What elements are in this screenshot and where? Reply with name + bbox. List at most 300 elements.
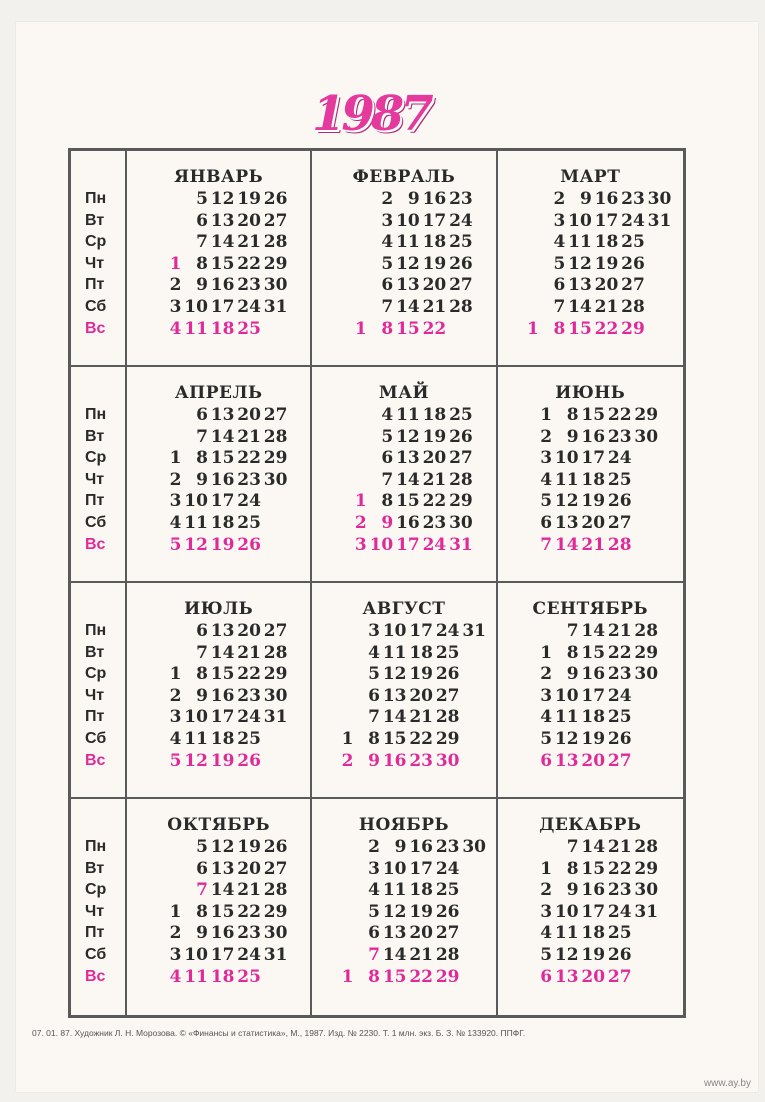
calendar-day: 5 [381,253,394,274]
calendar-day: 11 [382,642,407,663]
calendar-day: 13 [568,275,592,296]
month-name: ИЮНЬ [555,383,626,403]
weekday-label: Чт [85,902,105,920]
calendar-day: 11 [568,232,592,253]
calendar-day: 14 [210,880,235,901]
calendar-day: 19 [581,729,606,749]
year-title: 1987 [312,86,430,142]
calendar-day: 15 [581,405,606,425]
month-block [127,151,312,367]
calendar-day: 5 [169,750,182,771]
calendar-day: 14 [396,297,420,317]
weekday-label: Чт [85,254,105,272]
calendar-day: 12 [396,426,420,447]
weekday-label: Пт [85,492,105,510]
weekday-label: Пн [85,838,107,855]
calendar-day: 4 [169,729,182,749]
calendar-day: 15 [382,729,407,749]
calendar-day: 25 [237,513,261,533]
calendar-day: 4 [381,232,394,253]
calendar-day: 20 [581,966,606,987]
calendar-day: 12 [184,534,208,555]
month-block [498,151,683,367]
calendar-day: 15 [210,664,235,685]
calendar-day: 10 [369,534,394,555]
calendar-day: 9 [368,750,380,771]
calendar-day: 27 [607,966,632,987]
calendar-day: 22 [422,318,447,339]
calendar-day: 31 [462,621,486,641]
calendar-day: 8 [566,858,579,879]
calendar-day: 23 [237,685,261,706]
calendar-day: 7 [368,945,380,965]
calendar-day: 1 [354,491,367,512]
calendar-day: 22 [237,901,261,922]
calendar-day: 30 [263,923,288,944]
calendar-day: 7 [540,534,553,555]
calendar-day: 24 [422,534,447,555]
calendar-day: 17 [396,534,420,555]
calendar-day: 3 [553,210,566,231]
calendar-day: 4 [169,513,182,533]
calendar-day: 8 [381,318,394,339]
calendar-day: 7 [196,642,208,663]
month-name: НОЯБРЬ [358,815,450,835]
calendar-day: 12 [382,664,407,685]
weekday-label: Вс [85,751,106,769]
calendar-day: 16 [382,750,407,771]
month-name: ЯНВАРЬ [174,167,264,187]
calendar-day: 26 [449,253,473,274]
calendar-day: 16 [210,275,235,296]
calendar-day: 7 [196,232,208,253]
month-name: ДЕКАБРЬ [539,815,642,835]
calendar-day: 29 [634,858,659,879]
calendar-day: 9 [196,685,208,706]
weekday-label: Пн [85,406,107,423]
calendar-day: 17 [409,858,433,879]
calendar-day: 23 [237,469,261,490]
calendar-day: 6 [540,750,553,771]
calendar-day: 13 [396,448,420,469]
calendar-day: 30 [263,275,288,296]
calendar-day: 11 [396,232,420,253]
calendar-day: 27 [607,750,632,771]
calendar-day: 30 [449,513,473,533]
calendar-day: 10 [554,685,579,706]
calendar-day: 9 [407,189,420,209]
calendar-day: 8 [368,966,380,987]
calendar-day: 20 [581,750,606,771]
month-block [312,367,497,583]
calendar-day: 11 [184,318,208,339]
calendar-day: 12 [184,750,208,771]
calendar-day: 1 [526,318,539,339]
calendar-day: 16 [210,685,235,706]
calendar-day: 5 [540,945,553,965]
calendar-day: 22 [409,729,433,749]
calendar-day: 9 [566,880,579,901]
calendar-day: 16 [581,880,606,901]
calendar-day: 10 [184,945,208,965]
calendar-day: 29 [435,729,460,749]
calendar-day: 7 [566,621,579,641]
calendar-day: 10 [382,858,407,879]
calendar-day: 28 [634,621,659,641]
calendar-day: 2 [553,189,566,209]
calendar-day: 1 [169,253,182,274]
calendar-day: 20 [237,210,261,231]
calendar-day: 18 [210,729,235,749]
calendar-day: 2 [169,275,182,296]
calendar-day: 21 [237,642,261,663]
calendar-day: 3 [540,901,553,922]
calendar-day: 8 [566,405,579,425]
calendar-day: 5 [196,189,208,209]
calendar-day: 3 [368,621,380,641]
calendar-day: 3 [368,858,380,879]
calendar-day: 7 [368,707,380,728]
calendar-day: 6 [196,210,208,231]
calendar-day: 12 [396,253,420,274]
calendar-day: 24 [237,491,261,512]
calendar-day: 28 [607,534,632,555]
calendar-day: 26 [607,491,632,512]
calendar-day: 9 [381,513,394,533]
calendar-day: 27 [263,858,288,879]
calendar-day: 16 [594,189,619,209]
calendar-day: 3 [169,491,182,512]
calendar-day: 17 [581,685,606,706]
calendar-day: 29 [621,318,645,339]
calendar-day: 14 [396,469,420,490]
calendar-day: 25 [237,729,261,749]
calendar-day: 18 [594,232,619,253]
calendar-day: 10 [568,210,592,231]
calendar-day: 14 [210,642,235,663]
calendar-day: 1 [169,901,182,922]
month-block [498,799,683,1015]
calendar-day: 9 [394,837,407,857]
calendar-day: 1 [354,318,367,339]
calendar-day: 20 [581,513,606,533]
weekday-label: Сб [85,946,107,963]
calendar-day: 18 [409,642,433,663]
calendar-day: 3 [169,707,182,728]
month-block [127,583,312,799]
calendar-day: 15 [210,448,235,469]
calendar-day: 17 [594,210,619,231]
calendar-day: 24 [237,707,261,728]
month-block [312,151,497,367]
calendar-day: 28 [621,297,645,317]
calendar-day: 8 [196,664,208,685]
calendar-day: 16 [422,189,447,209]
weekday-label: Вт [85,427,105,445]
calendar-day: 10 [184,297,208,317]
calendar-day: 11 [396,405,420,425]
weekday-column [71,151,127,367]
calendar-day: 5 [368,664,380,685]
calendar-day: 23 [607,880,632,901]
calendar-day: 13 [554,513,579,533]
calendar-day: 31 [634,901,659,922]
watermark: www.ay.by [703,1078,751,1089]
calendar-day: 2 [169,923,182,944]
calendar-day: 8 [381,491,394,512]
calendar-day: 13 [554,750,579,771]
calendar-day: 27 [435,685,460,706]
calendar-day: 4 [540,469,553,490]
calendar-day: 25 [237,966,261,987]
calendar-day: 21 [409,707,433,728]
calendar-day: 23 [237,923,261,944]
calendar-day: 15 [396,491,420,512]
calendar-day: 2 [341,750,354,771]
calendar-day: 6 [540,966,553,987]
calendar-day: 11 [184,729,208,749]
calendar-day: 25 [237,318,261,339]
calendar-day: 14 [581,837,606,857]
weekday-label: Вт [85,643,105,661]
calendar-day: 17 [581,448,606,469]
calendar-day: 22 [422,491,447,512]
calendar-day: 31 [647,210,672,231]
calendar-day: 9 [196,469,208,490]
month-name: ОКТЯБРЬ [167,815,271,835]
month-name: АПРЕЛЬ [174,383,263,403]
calendar-day: 12 [554,945,579,965]
calendar-day: 3 [540,685,553,706]
calendar-day: 13 [554,966,579,987]
calendar-day: 14 [554,534,579,555]
calendar-day: 19 [210,534,235,555]
calendar-day: 12 [568,253,592,274]
calendar-day: 5 [540,729,553,749]
calendar-day: 13 [210,621,235,641]
calendar-day: 21 [594,297,619,317]
calendar-day: 20 [594,275,619,296]
weekday-label: Сб [85,514,107,531]
calendar-day: 5 [381,426,394,447]
calendar-day: 20 [237,405,261,425]
calendar-day: 6 [381,448,394,469]
weekday-label: Ср [85,881,107,899]
calendar-day: 13 [396,275,420,296]
calendar-day: 3 [381,210,394,231]
calendar-day: 9 [196,923,208,944]
calendar-day: 22 [607,405,632,425]
weekday-label: Пн [85,190,107,207]
imprint-footer: 07. 01. 87. Художник Л. Н. Морозова. © «Финансы и статистика», М., 1987. Изд. № 2230. Т. 1 млн. экз. Б. З. № 133920. ППФГ. [32,1028,526,1038]
calendar-day: 26 [435,901,460,922]
calendar-day: 16 [409,837,433,857]
calendar-day: 4 [553,232,566,253]
calendar-day: 8 [566,642,579,663]
calendar-day: 21 [237,232,261,253]
calendar-day: 14 [382,707,407,728]
calendar-day: 3 [169,297,182,317]
calendar-day: 24 [237,945,261,965]
calendar-day: 24 [435,621,460,641]
calendar-day: 18 [409,880,433,901]
calendar-day: 27 [263,621,288,641]
calendar-day: 11 [184,513,208,533]
calendar-day: 10 [184,491,208,512]
calendar-day: 30 [634,880,659,901]
calendar-day: 26 [607,945,632,965]
calendar-day: 18 [422,232,447,253]
calendar-day: 4 [169,318,182,339]
weekday-column [71,583,127,799]
calendar-day: 29 [263,253,288,274]
month-block [498,583,683,799]
calendar-day: 13 [382,923,407,944]
calendar-day: 7 [566,837,579,857]
calendar-day: 19 [422,426,447,447]
calendar-day: 2 [540,664,553,685]
weekday-label: Сб [85,730,107,747]
calendar-day: 29 [263,901,288,922]
calendar-day: 13 [210,858,235,879]
calendar-day: 28 [435,707,460,728]
calendar-day: 11 [184,966,208,987]
calendar-day: 6 [553,275,566,296]
calendar-day: 22 [409,966,433,987]
calendar-day: 18 [581,707,606,728]
calendar-day: 6 [368,685,380,706]
calendar-day: 20 [422,275,447,296]
calendar-day: 21 [581,534,606,555]
calendar-day: 21 [422,297,447,317]
calendar-day: 20 [409,923,433,944]
calendar-day: 19 [210,750,235,771]
calendar-day: 7 [553,297,566,317]
calendar-day: 20 [422,448,447,469]
calendar-day: 25 [607,707,632,728]
calendar-day: 18 [210,513,235,533]
calendar-day: 10 [396,210,420,231]
calendar-day: 19 [409,664,433,685]
calendar-day: 2 [169,685,182,706]
weekday-label: Вс [85,535,106,553]
calendar-day: 19 [422,253,447,274]
calendar-day: 26 [263,189,288,209]
calendar-day: 26 [237,534,261,555]
calendar-day: 6 [196,621,208,641]
calendar-day: 29 [449,491,473,512]
calendar-day: 7 [196,880,208,901]
calendar-day: 6 [368,923,380,944]
calendar-day: 21 [409,945,433,965]
weekday-label: Вс [85,319,106,337]
calendar-day: 28 [435,945,460,965]
calendar-day: 21 [237,880,261,901]
calendar-day: 21 [607,621,632,641]
calendar-day: 6 [540,513,553,533]
calendar-day: 30 [634,426,659,447]
calendar-day: 23 [435,837,460,857]
calendar-day: 21 [607,837,632,857]
calendar-day: 26 [263,837,288,857]
month-name: МАЙ [378,383,430,403]
calendar-day: 23 [607,664,632,685]
weekday-column [71,367,127,583]
calendar-day: 3 [169,945,182,965]
month-block [127,799,312,1015]
calendar-day: 11 [382,880,407,901]
calendar-day: 7 [381,469,394,490]
calendar-day: 17 [210,297,235,317]
calendar-day: 7 [381,297,394,317]
calendar-day: 12 [210,837,235,857]
calendar-day: 17 [210,491,235,512]
calendar-day: 10 [184,707,208,728]
calendar-day: 21 [237,426,261,447]
calendar-day: 27 [449,448,473,469]
calendar-day: 30 [435,750,460,771]
calendar-day: 9 [566,664,579,685]
calendar-day: 20 [237,858,261,879]
calendar-day: 14 [382,945,407,965]
calendar-day: 5 [368,901,380,922]
weekday-label: Вт [85,211,105,229]
weekday-label: Сб [85,298,107,315]
calendar-day: 25 [435,642,460,663]
calendar-day: 17 [409,621,433,641]
calendar-day: 15 [581,858,606,879]
calendar-day: 24 [607,901,632,922]
month-name: ФЕВРАЛЬ [352,167,456,187]
calendar-day: 26 [435,664,460,685]
month-block [312,583,497,799]
calendar-day: 31 [263,297,288,317]
calendar-day: 30 [462,837,486,857]
calendar-day: 17 [210,945,235,965]
calendar-day: 4 [540,923,553,944]
calendar-day: 14 [568,297,592,317]
calendar-day: 19 [581,945,606,965]
calendar-day: 6 [381,275,394,296]
calendar-day: 17 [210,707,235,728]
calendar-day: 4 [169,966,182,987]
calendar-day: 31 [263,945,288,965]
calendar-day: 22 [237,253,261,274]
weekday-label: Чт [85,470,105,488]
calendar-day: 10 [554,448,579,469]
weekday-label: Пт [85,924,105,942]
calendar-day: 22 [237,664,261,685]
calendar-day: 16 [210,469,235,490]
calendar-day: 2 [368,837,380,857]
calendar-day: 11 [554,923,579,944]
calendar-day: 4 [540,707,553,728]
calendar-day: 30 [634,664,659,685]
calendar-day: 26 [449,426,473,447]
calendar-day: 23 [607,426,632,447]
calendar-day: 15 [396,318,420,339]
calendar-day: 27 [449,275,473,296]
calendar-day: 26 [607,729,632,749]
calendar-day: 1 [169,448,182,469]
calendar-day: 25 [621,232,645,253]
calendar-day: 12 [382,901,407,922]
calendar-day: 8 [196,448,208,469]
calendar-day: 29 [435,966,460,987]
calendar-day: 27 [621,275,645,296]
calendar-day: 11 [554,469,579,490]
calendar-day: 29 [634,642,659,663]
